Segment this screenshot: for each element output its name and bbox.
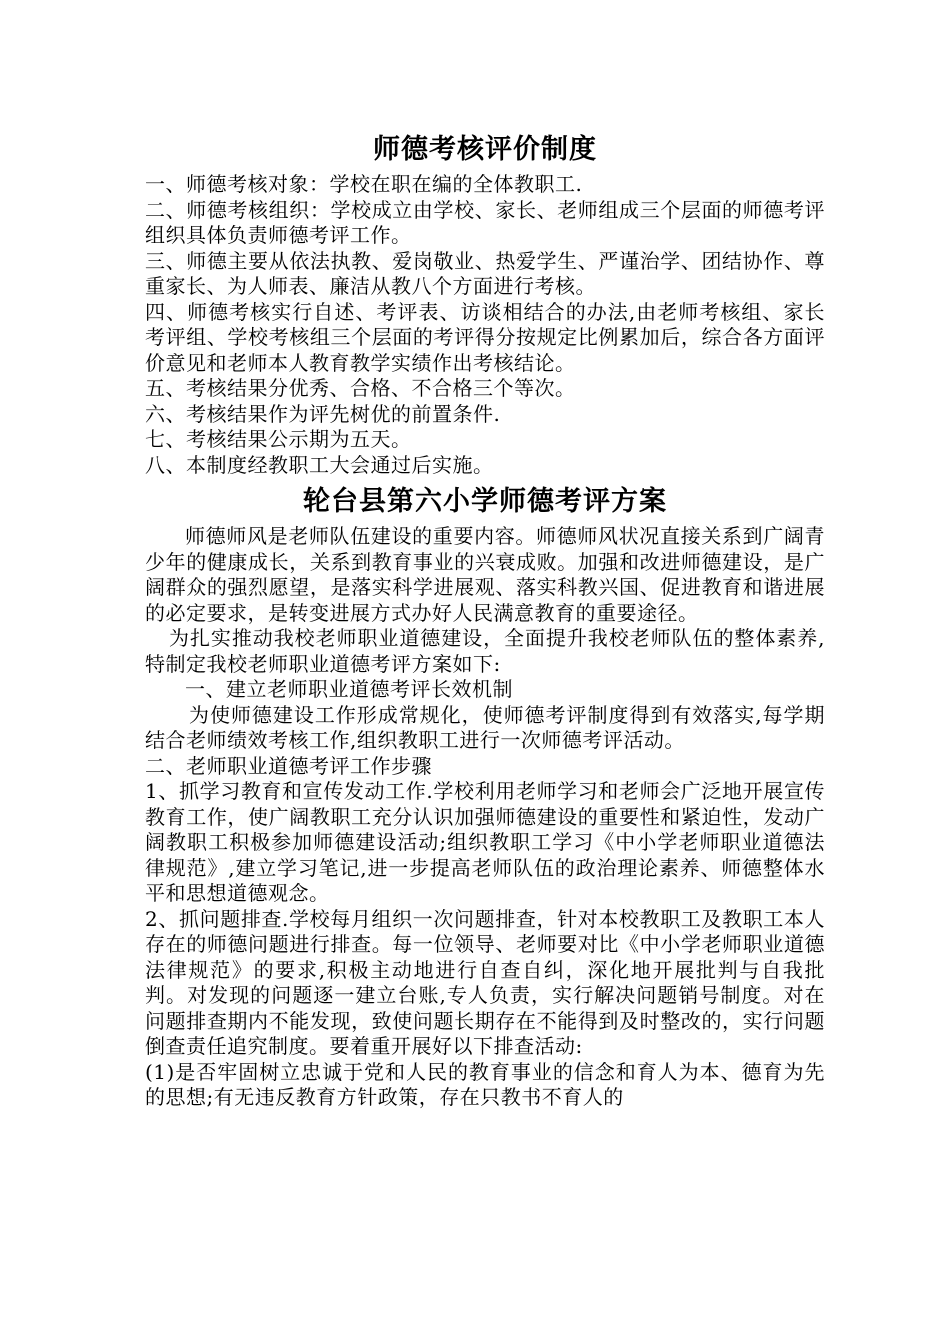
section-title: 轮台县第六小学师德考评方案 xyxy=(303,486,667,517)
section-heading: 一、建立老师职业道德考评长效机制 xyxy=(185,677,513,701)
regulation-item: 二、师德考核组织：学校成立由学校、家长、老师组成三个层面的师德考评组织具体负责师德考评工作。 xyxy=(145,197,825,247)
document-page xyxy=(145,128,825,1111)
regulation-item: 五、考核结果分优秀、合格、不合格三个等次。 xyxy=(145,376,576,400)
regulation-item: 六、考核结果作为评先树优的前置条件. xyxy=(145,401,501,426)
list-item: (1)是否牢固树立忠诚于党和人民的教育事业的信念和育人为本、德育为先的思想;有无违反教育方针政策，存在只教书不育人的 xyxy=(145,1059,825,1109)
regulation-item: 八、本制度经教职工大会通过后实施。 xyxy=(145,452,494,477)
step-paragraph: 1、抓学习教育和宣传发动工作.学校利用老师学习和老师会广泛地开展宣传教育工作，使广阔教职工充分认识加强师德建设的重要性和紧迫性，发动广阔教职工积极参加师德建设活动;组织教职工学习《中小学老师职业道德法律规范》,建立学习笔记,进一步提高老师队伍的政治理论素养、师德整体水平和思想道德观念。 xyxy=(145,779,825,905)
intro-paragraph: 为扎实推动我校老师职业道德建设，全面提升我校老师队伍的整体素养,特制定我校老师职业道德考评方案如下: xyxy=(145,626,825,676)
document-title: 师德考核评价制度 xyxy=(373,134,597,165)
regulation-list xyxy=(145,172,825,478)
regulation-item: 三、师德主要从依法执教、爱岗敬业、热爱学生、严谨治学、团结协作、尊重家长、为人师表、廉洁从教八个方面进行考核。 xyxy=(145,248,825,298)
regulation-item: 四、师德考核实行自述、考评表、访谈相结合的办法,由老师考核组、家长考评组、学校考核组三个层面的考评得分按规定比例累加后，综合各方面评价意见和老师本人教育教学实绩作出考核结论。 xyxy=(145,299,825,375)
intro-paragraph: 师德师风是老师队伍建设的重要内容。师德师风状况直接关系到广阔青少年的健康成长，关系到教育事业的兴衰成败。加强和改进师德建设，是广阔群众的强烈愿望，是落实科学进展观、落实科教兴国、促进教育和谐进展的必定要求，是转变进展方式办好人民满意教育的重要途径。 xyxy=(145,524,825,625)
section-heading: 二、老师职业道德考评工作步骤 xyxy=(145,753,432,778)
body-paragraph: 为使师德建设工作形成常规化，使师德考评制度得到有效落实,每学期结合老师绩效考核工作,组织教职工进行一次师德考评活动。 xyxy=(145,702,825,752)
regulation-item: 七、考核结果公示期为五天。 xyxy=(145,427,412,451)
step-paragraph: 2、抓问题排查.学校每月组织一次问题排查，针对本校教职工及教职工本人存在的师德问题进行排查。每一位领导、老师要对比《中小学老师职业道德法律规范》的要求,积极主动地进行自查自纠，深化地开展批判与自我批判。对发现的问题逐一建立台账,专人负责，实行解决问题销号制度。对在问题排查期内不能发现，致使问题长期存在不能得到及时整改的，实行问题倒查责任追究制度。要着重开展好以下排查活动: xyxy=(145,906,825,1058)
regulation-item: 一、师德考核对象：学校在职在编的全体教职工. xyxy=(145,172,583,196)
